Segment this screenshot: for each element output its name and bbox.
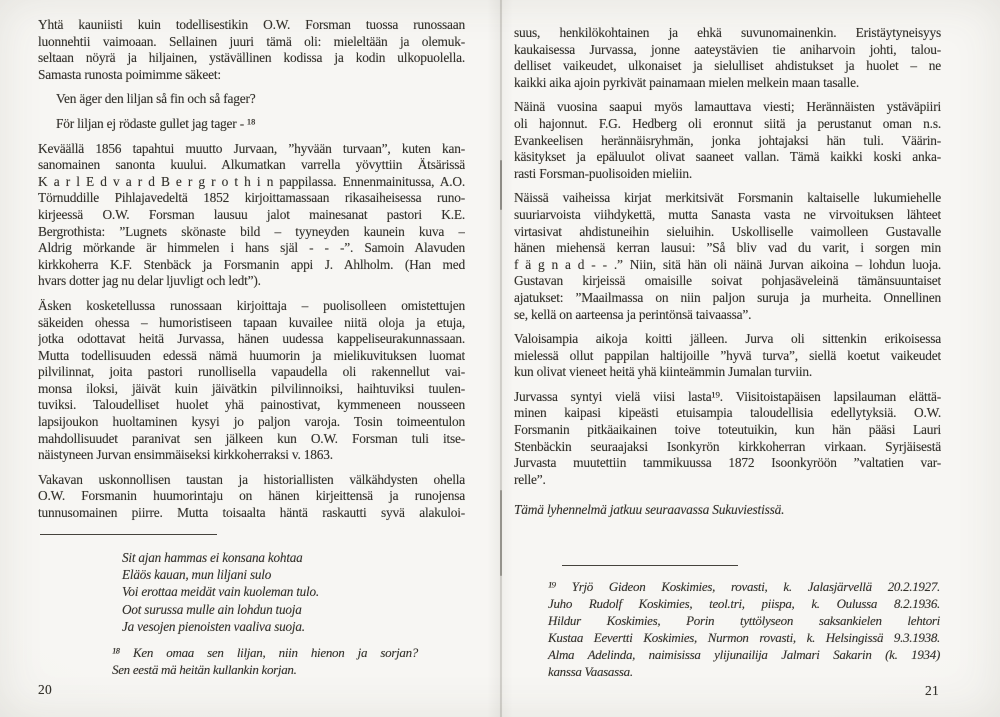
- text-line: Aldrig mörkande är himmelen i hans själ - - -”. Samoin Alavuden: [38, 240, 465, 256]
- text-line: ¹⁸ Ken omaa sen liljan, niin hienon ja sorjan?: [112, 644, 418, 660]
- text-line: Näissä vaiheissa kirjat merkitsivät Forsmanin kaltaiselle lukumiehelle: [514, 190, 941, 206]
- text-line: Keväällä 1856 tapahtui muutto Jurvaan, ”hyvään turvaan”, kuten kan-: [38, 140, 465, 156]
- text-line: lapsijoukon huoltaminen kysyi jo paljon varoja. Tosin toimeentulon: [38, 414, 465, 430]
- text-line: hänen miehensä kerran lausui: ”Så bliv vad du varit, i sorgen min: [514, 240, 941, 256]
- footnote-divider: [40, 534, 217, 535]
- paragraph: [514, 389, 941, 489]
- text-line: mahdollisuudet paranivat sen jälkeen kun O.W. Forsman tuli itse-: [38, 430, 465, 446]
- text-line: se, kellä on aarteensa ja perintönsä taivaassa”.: [514, 306, 752, 322]
- text-line: jotka odottavat heitä Jurvassa, hänen uudessa kappeliseurakunnassaan.: [38, 331, 465, 347]
- text-line: hvars dotter jag nu delar ljuvligt och ledt”).: [38, 273, 261, 289]
- text-line: kirkkoherra K.F. Stenbäck ja Forsmanin appi J. Ahlholm. (Han med: [38, 256, 465, 272]
- text-line: Voi erottaa meidät vain kuoleman tulo.: [122, 584, 320, 600]
- verse-couplet: [56, 91, 465, 132]
- footnote: [548, 578, 940, 680]
- text-line: pilvilinnat, joita pastori runollisella vapaudella oli rakennellut vai-: [38, 364, 465, 380]
- text-line: ajatukset: ”Maailmassa on niin paljon suruja ja murheita. Onnellinen: [514, 289, 941, 305]
- text-line: relle”.: [514, 471, 546, 487]
- text-line: kaukaisessa Jurvassa, jonne aateystävien tie aniharvoin johti, talou-: [514, 41, 941, 57]
- text-line: oli hajonnut. F.G. Hedberg oli eronnut siitä ja perustanut oman n.s.: [514, 115, 941, 131]
- text-line: Törnuddille Pihlajavedeltä 1852 kirjoittamassaan rikasaiheisessa runo-: [38, 190, 465, 206]
- text-line: Alma Adelinda, naimisissa ylijunailija Jalmari Sakarin (k. 1934): [548, 647, 940, 663]
- page-number-right: 21: [925, 683, 940, 698]
- paragraph: [514, 190, 941, 323]
- text-line: Ja vesojen pienoisten vaaliva suoja.: [122, 619, 305, 635]
- text-line: ¹⁹ Yrjö Gideon Koskimies, rovasti, k. Jalasjärvellä 20.2.1927.: [548, 579, 940, 595]
- footnote-poem: [122, 549, 465, 636]
- text-line: f ä g n a d - - .” Niin, sitä hän oli näinä Jurvan aikoina – lohdun luoja.: [514, 256, 941, 272]
- text-line: Sen eestä mä heitän kullankin korjan.: [112, 661, 297, 677]
- text-line: rasti Forsman-puolisoiden mieliin.: [514, 165, 693, 181]
- text-line: Eläös kauan, mun liljani sulo: [122, 567, 272, 583]
- text-line: säkeiden ohessa – humoristiseen tapaan kuvailee niitä oloja ja etuja,: [38, 314, 465, 330]
- text-line: näistyneen Jurvan ensimmäiseksi kirkkoherraksi v. 1863.: [38, 447, 333, 463]
- text-line: tuviksi. Taloudelliset huolet yhä painostivat, kymmeneen nousseen: [38, 397, 465, 413]
- text-line: virtasivat ahdistuneihin sieluihin. Uskolliselle vaimolleen Gustavalle: [514, 223, 941, 239]
- text-line: minen kaipasi kipeästi etuisampia taloudellisia edellytyksiä. O.W.: [514, 405, 941, 421]
- text-line: Äsken kosketellussa runossaan kirjoittaja – puolisolleen omistettujen: [38, 297, 465, 313]
- paragraph: [514, 99, 941, 182]
- footnote-divider: [562, 565, 738, 566]
- footnote: [112, 644, 418, 678]
- text-line: delliset vaikeudet, ulkonaiset ja sielulliset ahdistukset ja huolet – ne: [514, 58, 941, 74]
- text-line: Gustavan kirjeissä omaisille soivat pohjasäveleinä tämänsuuntaiset: [514, 273, 941, 289]
- left-page: [38, 17, 465, 707]
- paragraph: [514, 25, 941, 91]
- text-line: För liljan ej rödaste gullet jag tager - ¹⁸: [56, 115, 256, 131]
- text-line: sanomainen sanonta kuului. Alkumatkan varrella yövyttiin Ätsärissä: [38, 157, 465, 173]
- text-line: Forsmanin pitkäaikainen toive toteutuikin, kun hän pääsi Lauri: [514, 422, 941, 438]
- text-line: suuriarvoista viihdykettä, mutta Sanasta vasta ne virvoituksen lähteet: [514, 206, 941, 222]
- text-line: Evankeelisen herännäisryhmän, jonka johtajaksi hän tuli. Väärin-: [514, 132, 941, 148]
- text-line: Samasta runosta poimimme säkeet:: [38, 66, 221, 82]
- text-line: Näinä vuosina saapui myös lamauttava viesti; Herännäisten ystäväpiiri: [514, 99, 941, 115]
- text-line: kirjeessä O.W. Forsman lausuu jalot mainesanat pastori K.E.: [38, 206, 465, 222]
- text-line: Tämä lyhennelmä jatkuu seuraavassa Sukuviestissä.: [514, 502, 785, 518]
- text-line: Vakavan uskonnollisen taustan ja historiallisten välkähdysten ohella: [38, 471, 465, 487]
- text-line: mielessä ollut pappilan haltijoille ”hyvä turva”, siellä koetut vaikeudet: [514, 347, 941, 363]
- continuation-note: [514, 502, 941, 519]
- text-line: suus, henkilökohtainen ja ehkä suvunomainenkin. Eristäytyneisyys: [514, 25, 941, 40]
- text-line: kun olivat vieneet heitä yhä kiinteämmin Jumalan turviin.: [514, 364, 812, 380]
- paragraph: [38, 472, 465, 522]
- text-line: Oot surussa mulle ain lohdun tuoja: [122, 601, 302, 617]
- text-line: luonnehtii vaimoaan. Sellainen juuri tämä oli: mieleltään ja olemuk-: [38, 33, 465, 49]
- text-line: Jurvasta muutettiin tammikuussa 1872 Isoonkyröön ”valtatien var-: [514, 455, 941, 471]
- text-line: käsitykset ja epäluulot olivat saaneet vallan. Tämä kaikki koski anka-: [514, 149, 941, 165]
- paragraph: [38, 141, 465, 290]
- right-page: [514, 25, 941, 710]
- text-line: tunnusomainen piirre. Mutta toisaalta häntä raskautti syvä alakuloi-: [38, 505, 465, 521]
- text-line: kanssa Vaasassa.: [548, 664, 633, 680]
- gutter-mark: [500, 490, 503, 576]
- text-line: Jurvassa syntyi vielä viisi lasta¹⁹. Viisitoistapäisen lapsilauman elättä-: [514, 388, 941, 404]
- paragraph: [514, 331, 941, 381]
- text-line: Juho Rudolf Koskimies, teol.tri, piispa, k. Oulussa 8.2.1936.: [548, 596, 940, 612]
- text-line: Stenbäckin seuraajaksi Isonkyrön kirkkoherran virkaan. Syrjäisestä: [514, 438, 941, 454]
- text-line: Kustaa Eevertti Koskimies, Nurmon rovasti, k. Helsingissä 9.3.1938.: [548, 630, 940, 646]
- paragraph: [38, 17, 465, 83]
- gutter-mark: [500, 160, 503, 210]
- text-line: Mutta todellisuuden edessä nämä huumorin ja mielikuvituksen luomat: [38, 347, 465, 363]
- text-line: seltaan nöyrä ja hiljainen, ystävällinen kodissa ja kodin ulkopuolella.: [38, 50, 465, 66]
- text-line: Yhtä kauniisti kuin todellisestikin O.W. Forsman tuossa runossaan: [38, 17, 465, 32]
- page-number-left: 20: [38, 682, 53, 697]
- text-line: O.W. Forsmanin huumorintaju on hänen kirjeittensä ja runojensa: [38, 488, 465, 504]
- text-line: kaikki aika ajoin pyrkivät painamaan mielen melkein maan tasalle.: [514, 74, 860, 90]
- text-line: Valoisampia aikoja koitti jälleen. Jurva oli sittenkin erikoisessa: [514, 331, 941, 347]
- book-gutter-line: [500, 0, 502, 717]
- text-line: K a r l E d v a r d B e r g r o t h i n pappilassa. Ennenmainitussa, A.O.: [38, 173, 465, 189]
- text-line: Sit ajan hammas ei konsana kohtaa: [122, 549, 303, 565]
- text-line: Ven äger den liljan så fin och så fager?: [56, 91, 256, 107]
- text-line: monsa iloksi, jäivät kuin jäivätkin pilvilinnoiksi, haihtuviksi tuulen-: [38, 380, 465, 396]
- paragraph: [38, 298, 465, 464]
- text-line: Bergrothista: ”Lugnets skönaste bild – tyyneyden kaunein kuva –: [38, 223, 465, 239]
- text-line: Hildur Koskimies, Porin tyttölyseon saksankielen lehtori: [548, 613, 940, 629]
